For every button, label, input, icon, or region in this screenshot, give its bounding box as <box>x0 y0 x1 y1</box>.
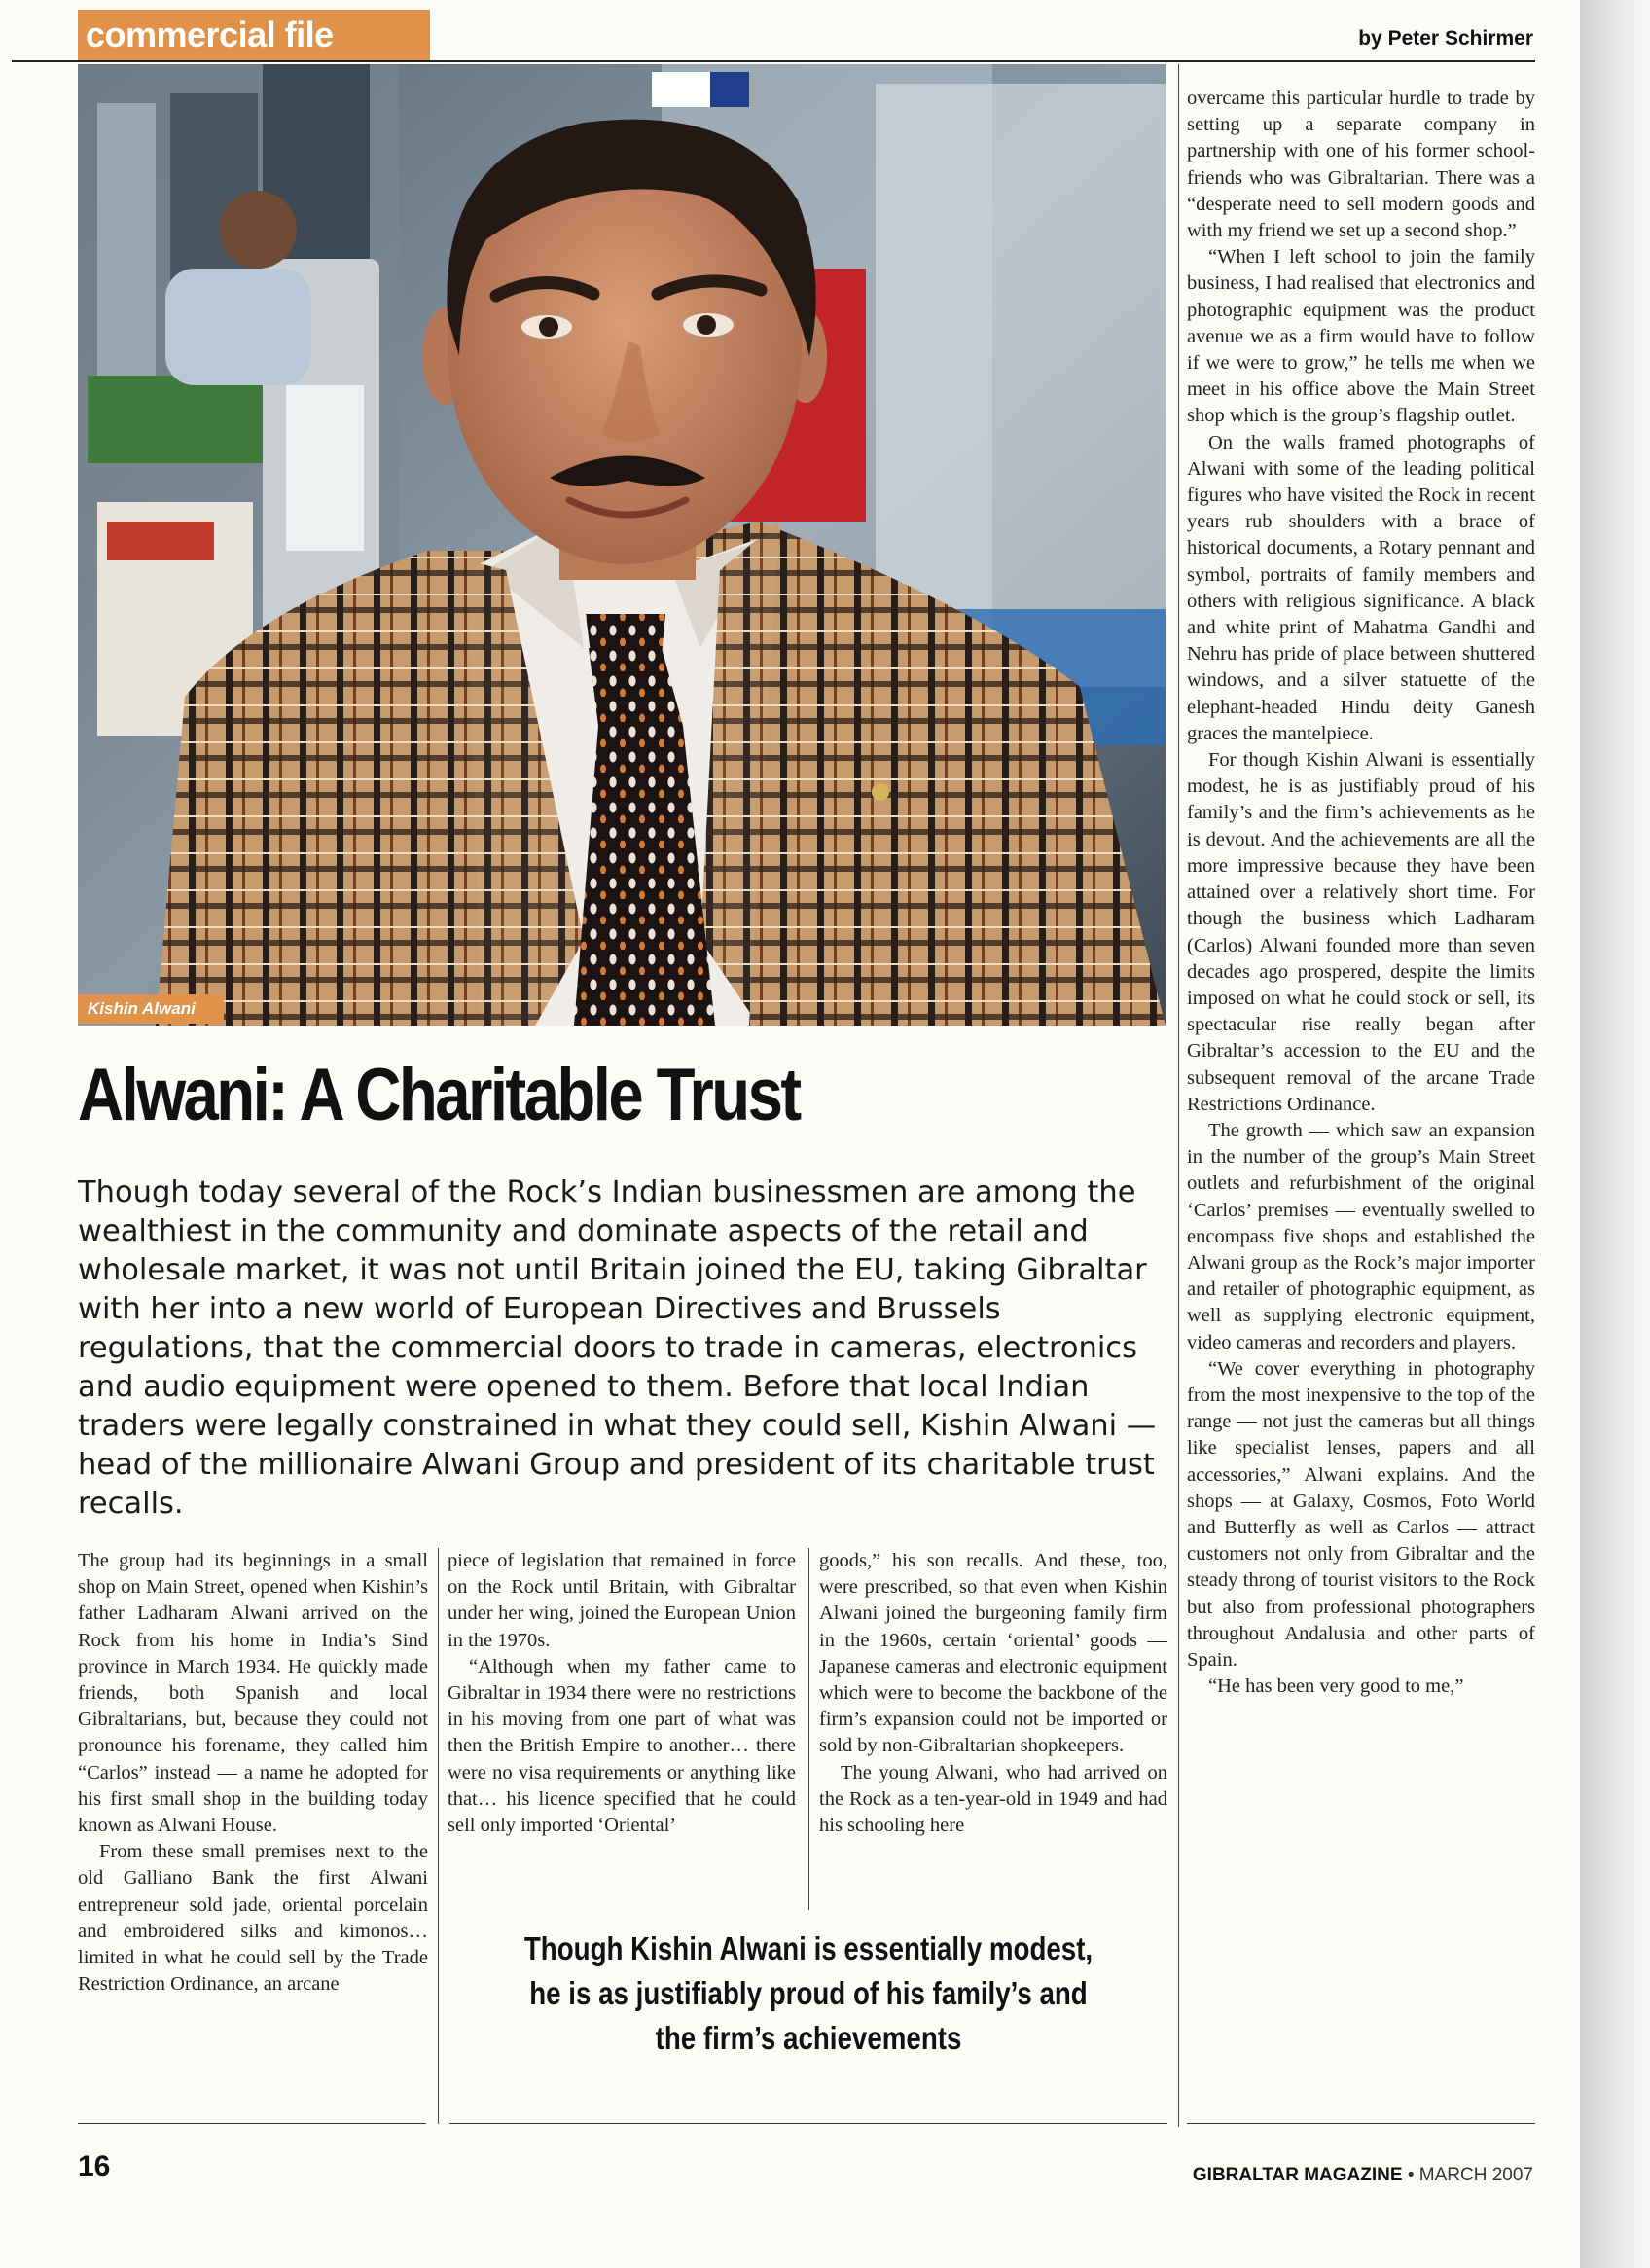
magazine-name: GIBRALTAR MAGAZINE <box>1192 2165 1403 2185</box>
top-rule <box>12 60 1535 62</box>
paragraph: From these small premises next to the old Galliano Bank the first Alwani entrepreneur sold jade, oriental porcelain and embroidered silks and kimonos… limited in what he could sell by the Trade Restriction Ordinance, an arcane <box>78 1841 428 1996</box>
article-standfirst: Though today several of the Rock’s Indian businessmen are among the wealthiest in the community and dominate aspects of the retail and wholesale market, it was not until Britain joined the EU, taking Gibraltar with her into a new world of European Directives and Brussels regulations, that the commercial doors to trade in cameras, electronics and audio equipment were opened to them. Before that local Indian traders were legally constrained in what they could sell, Kishin Alwani — head of the millionaire Alwani Group and president of its charitable trust recalls. <box>78 1175 1157 1521</box>
photo-caption: Kishin Alwani <box>78 994 224 1024</box>
bottom-rule <box>449 2123 1167 2124</box>
bottom-rule <box>78 2123 426 2124</box>
pull-quote: Though Kishin Alwani is essentially modest, he is as justifiably proud of his family’s and the firm’s achievements <box>523 1930 1094 2056</box>
body-column-2 <box>448 1548 796 1839</box>
body-column-1 <box>78 1548 428 1998</box>
paragraph: For though Kishin Alwani is essentially modest, he is as justifiably proud of his family’s and the firm’s achievements as he is devout. And the achievements are all the more impressive because they have been attained over a relatively short time. For though the business which Ladharam (Carlos) Alwani founded more than seven decades ago prospered, despite the limits imposed on what he could stock or sell, its spectacular rise really began after Gibraltar’s accession to the EU and the subsequent removal of the arcane Trade Restrictions Ordinance. <box>1187 749 1535 1115</box>
column-divider <box>438 1548 439 2124</box>
paragraph: “When I left school to join the family business, I had realised that electronics and photographic equipment was the product avenue we as a firm would have to follow if we were to grow,” he tells me when we meet in his office above the Main Street shop which is the group’s flagship outlet. <box>1187 246 1535 427</box>
paragraph: piece of legislation that remained in force on the Rock until Britain, with Gibraltar under her wing, joined the European Union in the 1970s. <box>448 1550 796 1651</box>
paragraph: “We cover everything in photography from the most inexpensive to the top of the range — not just the cameras but all things like specialist lenses, papers and all accessories,” Alwani explains. And the shops — at Galaxy, Cosmos, Foto World and Butterfly as well as Carlos — attract customers not only from Gibraltar and the steady throng of tourist visitors to the Rock but also from professional photographers throughout Andalusia and other parts of Spain. <box>1187 1357 1535 1671</box>
page-number: 16 <box>78 2150 111 2182</box>
article-headline: Alwani: A Charitable Trust <box>78 1054 800 1136</box>
footer-separator: • <box>1402 2165 1419 2185</box>
paragraph: “Although when my father came to Gibraltar in 1934 there were no restrictions in his moving from one part of what was then the British Empire to another… there were no visa requirements or anything like that… his licence specified that he could sell only imported ‘Oriental’ <box>448 1655 796 1837</box>
portrait-photo <box>78 64 1166 1026</box>
paragraph: The young Alwani, who had arrived on the Rock as a ten-year-old in 1949 and had his schooling here <box>819 1761 1167 1837</box>
magazine-footer <box>1193 2165 1533 2186</box>
paragraph: goods,” his son recalls. And these, too, were prescribed, so that even when Kishin Alwani joined the burgeoning family firm in the 1960s, certain ‘oriental’ goods — Japanese cameras and electronic equipment which were to become the backbone of the firm’s expansion could not be imported or sold by non-Gibraltarian shopkeepers. <box>819 1550 1167 1757</box>
body-column-3 <box>819 1548 1167 1839</box>
page-fold-shadow <box>1580 0 1650 2268</box>
paragraph: “He has been very good to me,” <box>1208 1675 1464 1698</box>
paragraph: The growth — which saw an expansion in the number of the group’s Main Street outlets and refurbishment of the original ‘Carlos’ premises — eventually swelled to encompass five shops and established the Alwani group as the Rock’s major importer and retailer of photographic equipment, as well as supplying electronic equipment, video cameras and recorders and players. <box>1187 1119 1535 1353</box>
paragraph: The group had its beginnings in a small shop on Main Street, opened when Kishin’s father Ladharam Alwani arrived on the Rock from his home in India’s Sind province in March 1934. He quickly made friends, both Spanish and local Gibraltarians, but, because they could not pronounce his forename, they called him “Carlos” instead — a name he adopted for his first small shop in the building today known as Alwani House. <box>78 1550 428 1837</box>
section-tag: commercial file <box>78 10 430 60</box>
body-column-4 <box>1187 86 1535 1700</box>
byline: by Peter Schirmer <box>1358 27 1533 50</box>
column-divider <box>808 1548 809 1910</box>
paragraph: On the walls framed photographs of Alwani with some of the leading political figures who have visited the Rock in recent years rub shoulders with a brace of historical documents, a Rotary pennant and symbol, portraits of family members and others with religious significance. A black and white print of Mahatma Gandhi and Nehru has pride of place between shuttered windows, and a silver statuette of the elephant-headed Hindu deity Ganesh graces the mantelpiece. <box>1187 431 1535 744</box>
issue-date: MARCH 2007 <box>1418 2165 1533 2185</box>
bottom-rule <box>1187 2123 1535 2124</box>
paragraph: overcame this particular hurdle to trade by setting up a separate company in partnership with one of his former school-friends who was Gibraltarian. There was a “desperate need to sell modern goods and with my friend we set up a second shop.” <box>1187 88 1535 242</box>
column-divider <box>1178 64 1179 2127</box>
